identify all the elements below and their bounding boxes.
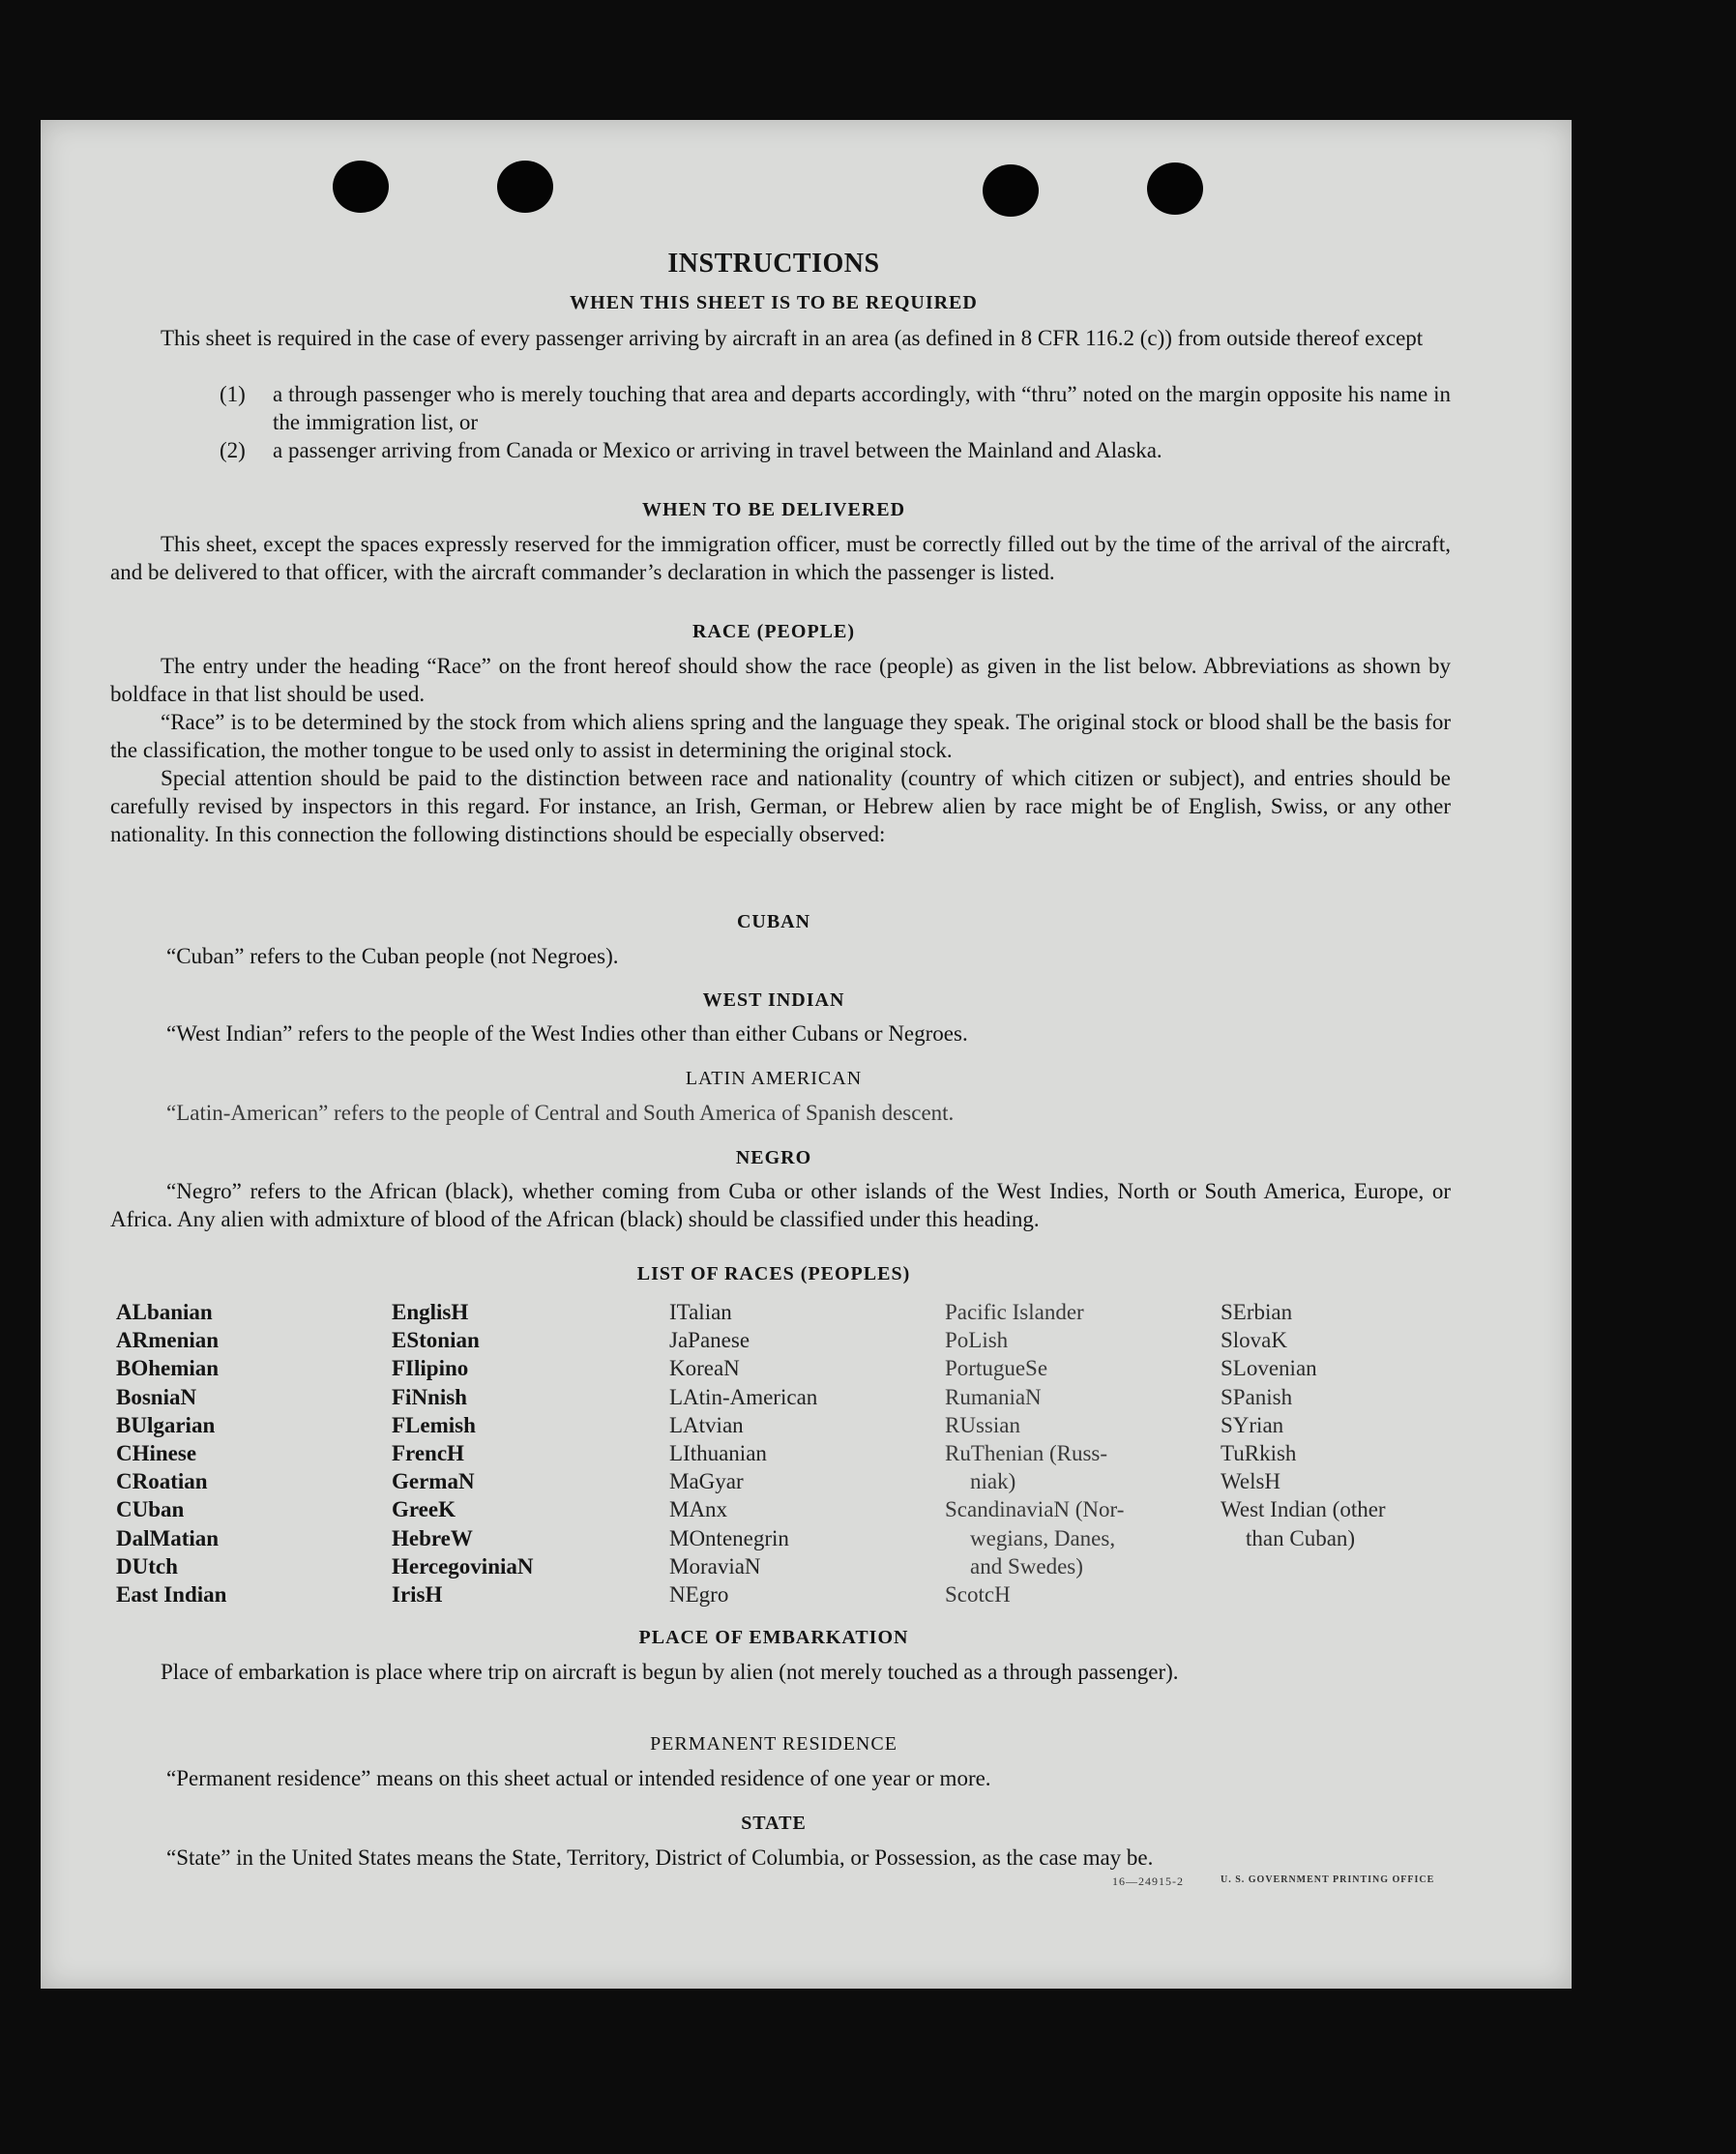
race-item: EnglisH	[392, 1300, 469, 1324]
race-item: MAnx	[669, 1497, 728, 1522]
exception-number: (1)	[220, 382, 246, 406]
race-item: FIlipino	[392, 1356, 469, 1381]
heading-embarkation: PLACE OF EMBARKATION	[638, 1627, 909, 1648]
race-item: JaPanese	[669, 1328, 750, 1353]
race-item: BosniaN	[116, 1384, 197, 1409]
race-item: KoreaN	[669, 1356, 740, 1381]
race-item: HercegoviniaN	[392, 1553, 534, 1579]
race-item: BUlgarian	[116, 1412, 216, 1437]
document-page	[41, 120, 1572, 1989]
heading-residence: PERMANENT RESIDENCE	[650, 1733, 897, 1755]
race-item: RuThenian (Russ-	[945, 1441, 1108, 1466]
race-item: SYrian	[1221, 1412, 1284, 1437]
delivered-text: This sheet, except the spaces expressly reserved for the immigration officer, must be correctly filled out by the time of the arrival of the aircraft, and be delivered to that officer, with the aircraft commander’s declaration in which the passenger is listed.	[110, 532, 1451, 584]
heading-required: WHEN THIS SHEET IS TO BE REQUIRED	[570, 292, 978, 313]
heading-latin-american: LATIN AMERICAN	[685, 1068, 863, 1089]
race-item: CUban	[116, 1497, 185, 1522]
punch-hole	[983, 164, 1039, 217]
heading-list-of-races: LIST OF RACES (PEOPLES)	[636, 1263, 911, 1284]
page-title: INSTRUCTIONS	[667, 249, 880, 279]
race-column-1	[116, 1298, 226, 1608]
race-item: TuRkish	[1221, 1441, 1297, 1466]
race-item: WelsH	[1221, 1469, 1281, 1494]
race-item: LIthuanian	[669, 1441, 767, 1466]
race-item: East Indian	[116, 1582, 227, 1608]
state-text: “State” in the United States means the State, Territory, District of Columbia, or Possession, as the case may be.	[166, 1845, 1154, 1870]
race-item: ITalian	[669, 1300, 732, 1324]
race-column-4	[945, 1298, 1124, 1608]
paragraph-state	[110, 1844, 1451, 1872]
punch-hole	[497, 161, 553, 213]
race-item-continued: niak)	[970, 1469, 1016, 1494]
race-item-continued: than Cuban)	[1246, 1525, 1356, 1550]
race-item: MOntenegrin	[669, 1525, 789, 1550]
race-item: DalMatian	[116, 1525, 220, 1550]
residence-text: “Permanent residence” means on this sheet actual or intended residence of one year or more.	[166, 1766, 991, 1790]
heading-delivered: WHEN TO BE DELIVERED	[641, 499, 906, 520]
race-item: SPanish	[1221, 1384, 1293, 1409]
race-item: BOhemian	[116, 1356, 220, 1381]
printer-imprint: U. S. GOVERNMENT PRINTING OFFICE	[1221, 1874, 1435, 1885]
punch-hole	[1147, 162, 1203, 215]
race-item: GermaN	[392, 1469, 475, 1494]
paragraph-west-indian	[110, 1019, 1451, 1047]
paragraph-residence	[110, 1764, 1451, 1792]
race-text-2: “Race” is to be determined by the stock from which aliens spring and the language they speak. The original stock or blood shall be the basis for the classification, the mother tongue to be used only to assist in determining the original stock.	[110, 710, 1451, 762]
paragraph-cuban	[110, 942, 1451, 970]
cuban-text: “Cuban” refers to the Cuban people (not Negroes).	[166, 944, 619, 968]
race-list	[116, 1298, 1489, 1617]
punch-hole	[333, 161, 389, 213]
race-column-3	[669, 1298, 817, 1608]
negro-text: “Negro” refers to the African (black), whether coming from Cuba or other islands of the West Indies, North or South America, Europe, or Africa. Any alien with admixture of blood of the African (black) should be classified under this heading.	[110, 1179, 1451, 1231]
race-item: SLovenian	[1221, 1356, 1317, 1381]
race-item: ARmenian	[116, 1328, 220, 1353]
exception-text: a through passenger who is merely touching that area and departs accordingly, with “thru” noted on the margin opposite his name in the immigration list, or	[273, 382, 1451, 434]
race-item: Pacific Islander	[945, 1300, 1084, 1324]
west-indian-text: “West Indian” refers to the people of the West Indies other than either Cubans or Negroes.	[166, 1021, 968, 1046]
latin-american-text: “Latin-American” refers to the people of Central and South America of Spanish descent.	[166, 1101, 955, 1125]
race-item: RumaniaN	[945, 1384, 1042, 1409]
heading-negro: NEGRO	[735, 1147, 812, 1168]
paragraph-delivered	[110, 530, 1451, 586]
required-text: This sheet is required in the case of every passenger arriving by aircraft in an area (as defined in 8 CFR 116.2 (c)) from outside thereof except	[161, 326, 1424, 350]
race-item-continued: and Swedes)	[970, 1553, 1083, 1579]
race-item: MaGyar	[669, 1469, 744, 1494]
race-item: FLemish	[392, 1412, 476, 1437]
race-column-5	[1221, 1298, 1386, 1552]
race-item: SlovaK	[1221, 1328, 1287, 1353]
heading-cuban: CUBAN	[736, 911, 811, 932]
exception-1	[220, 380, 1451, 436]
race-item: EStonian	[392, 1328, 480, 1353]
race-item: GreeK	[392, 1497, 456, 1522]
race-item: MoraviaN	[669, 1553, 761, 1579]
form-number: 16—24915-2	[1112, 1874, 1184, 1888]
paragraph-required	[110, 324, 1451, 352]
race-item: West Indian (other	[1221, 1497, 1386, 1522]
paragraph-race	[110, 652, 1451, 848]
race-item: FrencH	[392, 1441, 464, 1466]
race-item: PortugueSe	[945, 1356, 1048, 1381]
race-item: LAtvian	[669, 1412, 744, 1437]
paragraph-embarkation	[110, 1658, 1451, 1686]
race-item: CRoatian	[116, 1469, 208, 1494]
heading-race: RACE (PEOPLE)	[692, 621, 855, 642]
paragraph-negro	[110, 1177, 1451, 1233]
heading-state: STATE	[741, 1813, 807, 1834]
heading-west-indian: WEST INDIAN	[702, 989, 845, 1011]
race-item: CHinese	[116, 1441, 197, 1466]
race-item: PoLish	[945, 1328, 1009, 1353]
exception-text: a passenger arriving from Canada or Mexico or arriving in travel between the Mainland and Alaska.	[273, 438, 1162, 462]
race-column-2	[392, 1298, 534, 1608]
race-item: ALbanian	[116, 1300, 213, 1324]
race-item: DUtch	[116, 1553, 178, 1579]
paragraph-latin-american	[110, 1099, 1451, 1127]
exception-number: (2)	[220, 438, 246, 462]
race-item: ScandinaviaN (Nor-	[945, 1497, 1125, 1522]
race-item: ScotcH	[945, 1582, 1011, 1608]
exception-2	[220, 436, 1451, 464]
race-item-continued: wegians, Danes,	[970, 1525, 1116, 1550]
embarkation-text: Place of embarkation is place where trip on aircraft is begun by alien (not merely touched as a through passenger).	[161, 1660, 1179, 1684]
race-item: RUssian	[945, 1412, 1020, 1437]
race-text-3: Special attention should be paid to the distinction between race and nationality (country of which citizen or subject), and entries should be carefully revised by inspectors in this regard. For instance, an Irish, German, or Hebrew alien by race might be of English, Swiss, or any other nationality. In this connection the following distinctions should be especially observed:	[110, 766, 1451, 846]
race-item: FiNnish	[392, 1384, 467, 1409]
race-item: LAtin-American	[669, 1384, 818, 1409]
race-item: HebreW	[392, 1525, 473, 1550]
race-item: NEgro	[669, 1582, 729, 1608]
race-item: IrisH	[392, 1582, 443, 1608]
race-text-1: The entry under the heading “Race” on the front hereof should show the race (people) as given in the list below. Abbreviations as shown by boldface in that list should be used.	[110, 654, 1451, 706]
race-item: SErbian	[1221, 1300, 1293, 1324]
